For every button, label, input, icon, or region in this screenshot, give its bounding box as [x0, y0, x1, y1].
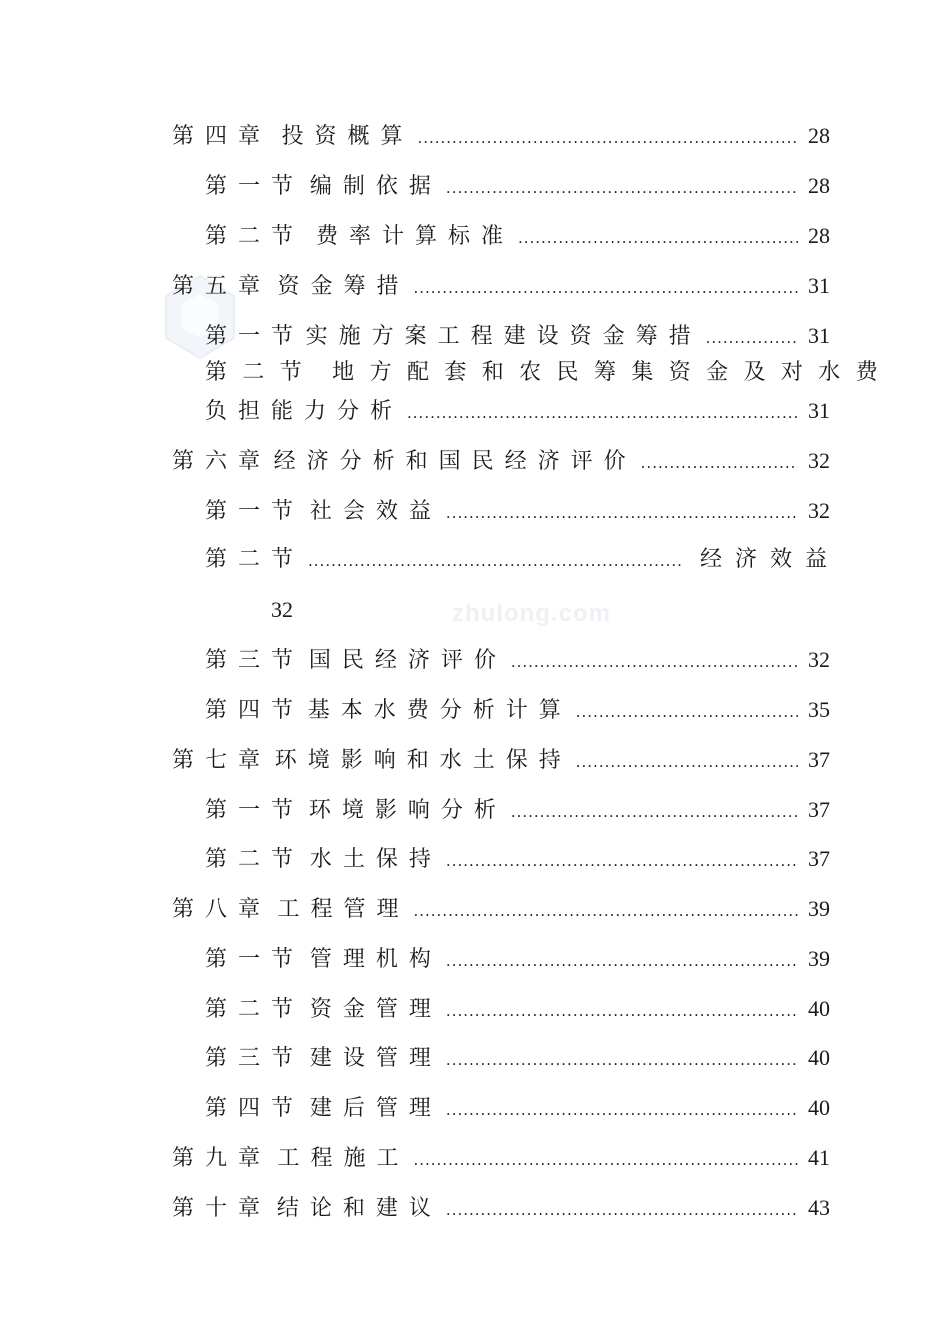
toc-entry-title: 实施方案工程建设资金筹措 [305, 324, 702, 349]
toc-entry-number: 第二节 [205, 997, 305, 1022]
toc-entry-page: 37 [808, 846, 830, 871]
toc-entry[interactable] [205, 695, 830, 725]
toc-leader-dots [446, 946, 798, 976]
toc-entry-number: 第一节 [205, 798, 305, 823]
toc-leader-dots [308, 546, 682, 576]
toc-leader-dots [641, 448, 798, 478]
toc-entry-number: 第四节 [205, 1096, 305, 1121]
toc-leader-dots [413, 1145, 798, 1175]
toc-entry-page: 40 [808, 1095, 830, 1120]
toc-entry-number: 第一节 [205, 174, 305, 199]
toc-entry-number: 第三节 [205, 648, 305, 673]
toc-entry-page: 31 [808, 273, 830, 298]
toc-entry-page: 32 [808, 448, 830, 473]
toc-entry-number: 第五章 [172, 274, 272, 299]
toc-entry-page: 28 [808, 123, 830, 148]
toc-entry-page: 32 [271, 597, 293, 622]
toc-entry-page: 39 [808, 946, 830, 971]
toc-entry-page: 32 [808, 498, 830, 523]
toc-leader-dots [446, 846, 798, 876]
toc-entry-number: 第二节 [205, 847, 305, 872]
toc-leader-dots [413, 273, 798, 303]
toc-entry-page: 35 [808, 697, 830, 722]
toc-entry[interactable] [205, 844, 830, 874]
toc-leader-dots [446, 498, 798, 528]
toc-entry[interactable] [205, 321, 830, 351]
toc-leader-dots [518, 223, 798, 253]
toc-entry-wrap-line1 [205, 358, 882, 388]
toc-entry[interactable] [172, 1143, 830, 1173]
toc-entry-title: 经济分析和国民经济评价 [273, 449, 637, 474]
toc-entry-text: 第 二 节 地 方 配 套 和 农 民 筹 集 资 金 及 对 水 费 [205, 360, 882, 385]
toc-entry[interactable] [205, 496, 830, 526]
toc-leader-dots [706, 323, 798, 353]
toc-leader-dots [511, 647, 798, 677]
toc-entry-page: 41 [808, 1145, 830, 1170]
toc-leader-dots [511, 797, 798, 827]
toc-entry-page: 32 [808, 647, 830, 672]
toc-entry-page: 31 [808, 323, 830, 348]
toc-entry-title: 投资概算 [281, 124, 414, 149]
toc-entry-title: 费率计算标准 [315, 224, 514, 249]
toc-leader-dots [407, 398, 798, 428]
toc-entry-title: 社会效益 [309, 499, 442, 524]
toc-entry-page: 37 [808, 747, 830, 772]
toc-entry-number: 第七章 [172, 748, 272, 773]
toc-entry-title: 结论和建议 [276, 1196, 442, 1221]
toc-entry-title: 资金筹措 [277, 274, 410, 299]
toc-entry-number: 第四节 [205, 698, 305, 723]
toc-entry[interactable] [205, 994, 830, 1024]
toc-leader-dots [446, 1095, 798, 1125]
toc-entry-page: 28 [808, 223, 830, 248]
toc-entry-economic-benefit[interactable] [205, 545, 830, 575]
toc-leader-dots [446, 1195, 798, 1225]
toc-entry-page: 39 [808, 896, 830, 921]
toc-entry-title: 水土保持 [309, 847, 442, 872]
toc-entry-title: 环境影响分析 [308, 798, 507, 823]
toc-leader-dots [417, 123, 798, 153]
toc-entry[interactable] [205, 645, 830, 675]
toc-entry-number: 第一节 [205, 947, 305, 972]
toc-entry[interactable] [205, 795, 830, 825]
toc-entry-title: 编制依据 [309, 174, 442, 199]
toc-entry-number: 第一节 [205, 499, 305, 524]
toc-leader-dots [446, 1045, 798, 1075]
toc-entry-number: 第二节 [205, 547, 305, 572]
toc-entry[interactable] [205, 1043, 830, 1073]
toc-entry-number: 第九章 [172, 1146, 272, 1171]
toc-entry-title: 建设管理 [309, 1046, 442, 1071]
toc-entry[interactable] [172, 446, 830, 476]
toc-entry-title: 国民经济评价 [308, 648, 507, 673]
toc-entry-number: 第一节 [205, 324, 305, 349]
toc-entry-title: 基本水费分析计算 [307, 698, 572, 723]
toc-entry-title: 管理机构 [309, 947, 442, 972]
toc-entry-page: 31 [808, 398, 830, 423]
toc-entry-title: 工程施工 [277, 1146, 410, 1171]
toc-entry-page: 43 [808, 1195, 830, 1220]
toc-leader-dots [446, 996, 798, 1026]
toc-entry-title: 工程管理 [277, 897, 410, 922]
toc-entry[interactable] [205, 221, 830, 251]
toc-entry[interactable] [205, 396, 830, 426]
toc-leader-dots [446, 173, 798, 203]
toc-entry-title: 环境影响和水土保持 [274, 748, 572, 773]
toc-entry[interactable] [172, 1193, 830, 1223]
toc-entry-number: 第八章 [172, 897, 272, 922]
toc-entry-number: 第二节 [205, 224, 305, 249]
toc-entry-title: 建后管理 [309, 1096, 442, 1121]
toc-leader-dots [413, 896, 798, 926]
toc-entry-page: 40 [808, 1045, 830, 1070]
toc-entry[interactable] [172, 121, 830, 151]
toc-entry-number: 第十章 [172, 1196, 272, 1221]
toc-leader-dots [576, 697, 798, 727]
toc-entry-page: 37 [808, 797, 830, 822]
toc-entry-title: 负担能力分析 [205, 399, 404, 424]
toc-entry[interactable] [172, 271, 830, 301]
toc-entry-number: 第四章 [172, 124, 272, 149]
toc-entry-number: 第三节 [205, 1046, 305, 1071]
toc-entry[interactable] [172, 894, 830, 924]
toc-entry[interactable] [205, 1093, 830, 1123]
toc-entry-title: 经 济 效 益 [700, 547, 830, 572]
toc-entry[interactable] [172, 745, 830, 775]
watermark-text: zhulong.com [452, 600, 611, 627]
toc-entry-page: 40 [808, 996, 830, 1021]
toc-entry-title: 资金管理 [309, 997, 442, 1022]
toc-entry-number: 第六章 [172, 449, 272, 474]
toc-entry-page: 28 [808, 173, 830, 198]
toc-entry[interactable] [205, 171, 830, 201]
toc-entry[interactable] [205, 944, 830, 974]
toc-leader-dots [576, 747, 798, 777]
